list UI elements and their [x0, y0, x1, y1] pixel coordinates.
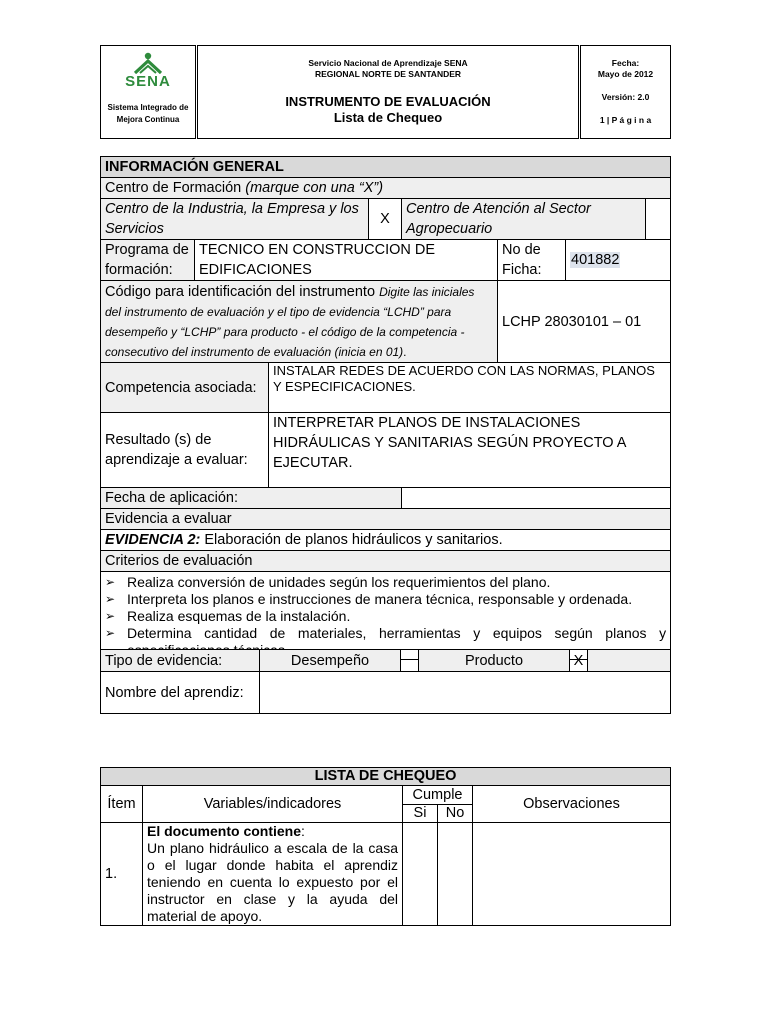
meta-cell — [580, 46, 671, 139]
center-hint: (marque con una “X”) — [245, 180, 384, 196]
system-name-line1: Sistema Integrado de — [107, 103, 189, 112]
center-option-industria-mark[interactable]: X — [369, 199, 402, 240]
student-label: Nombre del aprendiz: — [101, 672, 260, 714]
center-option-agropecuario-mark[interactable] — [646, 199, 671, 240]
type-performance-label: Desempeño — [260, 650, 401, 672]
center-option-industria: Centro de la Industria, la Empresa y los Servicios — [101, 199, 369, 240]
competence-label: Competencia asociada: — [101, 363, 269, 413]
logo-text: SENA — [125, 73, 171, 90]
center-option-agropecuario: Centro de Atención al Sector Agropecuario — [402, 199, 646, 240]
date-app-label: Fecha de aplicación: — [101, 488, 402, 509]
code-hint: Digite las iniciales del instrumento de evaluación y el tipo de evidencia “LCHD” para desempeño y “LCHP” para producto - el código de la competencia - consecutivo del instrumento de evaluación (inicia en 01) — [105, 285, 475, 359]
sena-logo-icon — [131, 52, 165, 74]
item-title: El documento contiene — [147, 823, 302, 839]
col-observations: Observaciones — [473, 786, 671, 823]
document-subtitle: Lista de Chequeo — [333, 110, 443, 125]
title-cell — [197, 46, 580, 139]
code-value[interactable]: LCHP 28030101 – 01 — [498, 281, 671, 363]
type-product-mark[interactable]: X — [570, 650, 588, 672]
criteria-item: ➢ Determina cantidad de materiales, herramientas y equipos según planos y — [105, 625, 666, 659]
criteria-item: ➢ Realiza esquemas de la instalación. — [105, 608, 666, 625]
logo-cell — [101, 46, 197, 139]
type-blank — [588, 650, 671, 672]
ficha-value-cell — [566, 240, 671, 281]
evidence-row — [101, 530, 671, 551]
checklist-table — [100, 767, 671, 926]
program-label: Programa de formación: — [101, 240, 195, 281]
criteria-list — [101, 572, 671, 660]
program-value[interactable]: TECNICO EN CONSTRUCCION DE EDIFICACIONES — [195, 240, 498, 281]
code-label: Código para identificación del instrumento — [105, 284, 376, 300]
regional-name: REGIONAL NORTE DE SANTANDER — [314, 69, 462, 79]
system-name-line2: Mejora Continua — [116, 115, 180, 124]
evidence-type-label: Tipo de evidencia: — [101, 650, 260, 672]
ficha-label: No de Ficha: — [498, 240, 566, 281]
center-row — [101, 178, 671, 199]
center-label: Centro de Formación — [105, 180, 242, 196]
item-desc-text: Un plano hidráulico a escala de la casa o el lugar donde habita el aprendiz teniendo en cuenta lo expuesto por el instructor en clase y la ayuda del material de apoyo. — [147, 840, 398, 924]
criteria-item: ➢ Realiza conversión de unidades según los requerimientos del plano. — [105, 574, 666, 591]
evidence-label: Evidencia a evaluar — [101, 509, 671, 530]
evidence-type-table — [100, 649, 671, 672]
date-app-value[interactable] — [402, 488, 671, 509]
table-row — [101, 823, 671, 926]
competence-value[interactable]: INSTALAR REDES DE ACUERDO CON LAS NORMAS, PLANOS Y ESPECIFICACIONES. — [269, 363, 671, 413]
criteria-item: ➢ Interpreta los planos e instrucciones de manera técnica, responsable y ordenada. — [105, 591, 666, 608]
section-title: INFORMACIÓN GENERAL — [101, 157, 671, 178]
general-info-table — [100, 156, 671, 660]
student-value[interactable] — [260, 672, 671, 714]
item-observations-cell[interactable] — [473, 823, 671, 926]
ficha-value[interactable]: 401882 — [571, 252, 620, 268]
evidence-desc: Elaboración de planos hidráulicos y sanitarios. — [200, 532, 503, 548]
checklist-title: LISTA DE CHEQUEO — [101, 768, 671, 786]
col-si: Si — [403, 805, 438, 823]
type-product-label: Producto — [419, 650, 570, 672]
date-label: Fecha: — [611, 58, 640, 68]
result-label: Resultado (s) de aprendizaje a evaluar: — [101, 413, 269, 488]
evidence-name: EVIDENCIA 2: — [105, 532, 201, 548]
document-header — [100, 45, 671, 139]
criteria-label: Criterios de evaluación — [101, 551, 671, 572]
code-cell — [101, 281, 498, 363]
institution-name: Servicio Nacional de Aprendizaje SENA — [308, 58, 468, 68]
student-table — [100, 671, 671, 714]
document-title: INSTRUMENTO DE EVALUACIÓN — [285, 94, 491, 109]
col-no: No — [438, 805, 473, 823]
result-value[interactable]: INTERPRETAR PLANOS DE INSTALACIONES HIDRÁULICAS Y SANITARIAS SEGÚN PROYECTO A EJECUTAR. — [269, 413, 671, 488]
version-value: Versión: 2.0 — [601, 92, 650, 102]
code-hint-period: . — [403, 345, 407, 359]
col-cumple: Cumple — [403, 786, 473, 805]
item-title-colon: : — [301, 823, 305, 839]
col-variables: Variables/indicadores — [143, 786, 403, 823]
page-number: 1 | P á g i n a — [599, 115, 652, 125]
date-value: Mayo de 2012 — [597, 69, 654, 79]
item-number: 1. — [101, 823, 143, 926]
col-item: Ítem — [101, 786, 143, 823]
item-si-cell[interactable] — [403, 823, 438, 926]
item-description — [143, 823, 403, 926]
item-no-cell[interactable] — [438, 823, 473, 926]
type-performance-mark[interactable] — [401, 650, 419, 672]
